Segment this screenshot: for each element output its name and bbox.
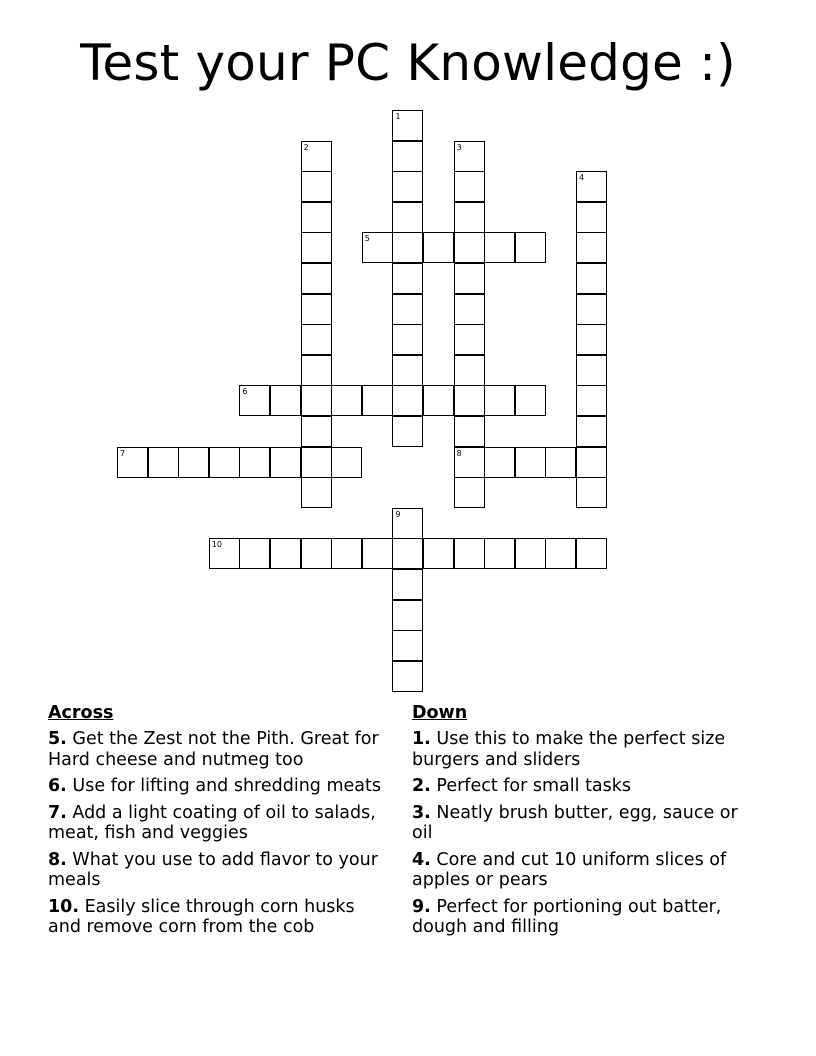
across-heading: Across	[48, 703, 114, 723]
clue-number: 6.	[48, 776, 67, 796]
grid-cell[interactable]	[576, 294, 607, 325]
grid-cell[interactable]	[362, 232, 393, 263]
grid-cell[interactable]	[301, 477, 332, 508]
grid-cell[interactable]	[545, 447, 576, 478]
grid-cell[interactable]	[301, 447, 332, 478]
grid-cell[interactable]	[301, 355, 332, 386]
grid-cell[interactable]	[423, 232, 454, 263]
grid-cell[interactable]	[392, 630, 423, 661]
down-clues	[412, 702, 752, 944]
grid-cell[interactable]	[576, 324, 607, 355]
grid-cell[interactable]	[454, 141, 485, 172]
grid-cell[interactable]	[301, 324, 332, 355]
grid-cell[interactable]	[362, 385, 393, 416]
grid-cell[interactable]	[576, 477, 607, 508]
grid-cell[interactable]	[362, 538, 393, 569]
clue-text: Use this to make the perfect size burgers and sliders	[412, 729, 726, 770]
grid-cell[interactable]	[392, 294, 423, 325]
grid-cell[interactable]	[484, 447, 515, 478]
grid-cell[interactable]	[576, 263, 607, 294]
cell-number: 1	[395, 112, 401, 121]
clue-text: Add a light coating of oil to salads, meat, fish and veggies	[48, 802, 376, 843]
grid-cell[interactable]	[392, 202, 423, 233]
clue-number: 1.	[412, 729, 431, 749]
grid-cell[interactable]	[392, 110, 423, 141]
grid-cell[interactable]	[392, 324, 423, 355]
clue-text: Perfect for small tasks	[436, 776, 632, 796]
grid-cell[interactable]	[454, 416, 485, 447]
clue-number: 8.	[48, 849, 67, 870]
grid-cell[interactable]	[239, 447, 270, 478]
clue-item	[412, 776, 752, 797]
grid-cell[interactable]	[239, 538, 270, 569]
grid-cell[interactable]	[392, 385, 423, 416]
grid-cell[interactable]	[515, 447, 546, 478]
grid-cell[interactable]	[454, 385, 485, 416]
grid-cell[interactable]	[454, 355, 485, 386]
grid-cell[interactable]	[515, 538, 546, 569]
grid-cell[interactable]	[576, 416, 607, 447]
grid-cell[interactable]	[576, 447, 607, 478]
grid-cell[interactable]	[392, 416, 423, 447]
clue-text: Perfect for portioning out batter, dough and filling	[412, 896, 722, 937]
clue-item	[48, 729, 388, 770]
grid-cell[interactable]	[301, 416, 332, 447]
grid-cell[interactable]	[576, 355, 607, 386]
grid-cell[interactable]	[331, 538, 362, 569]
grid-cell[interactable]	[301, 385, 332, 416]
grid-cell[interactable]	[392, 508, 423, 539]
grid-cell[interactable]	[392, 569, 423, 600]
grid-cell[interactable]	[392, 538, 423, 569]
clue-number: 9.	[412, 896, 431, 917]
cell-number: 2	[303, 142, 309, 152]
clue-item	[412, 850, 752, 891]
clue-item	[48, 803, 388, 844]
clue-number: 4.	[412, 849, 431, 870]
grid-cell[interactable]	[576, 232, 607, 263]
grid-cell[interactable]	[515, 385, 546, 416]
grid-cell[interactable]	[209, 447, 240, 478]
clue-item	[412, 803, 752, 844]
grid-cell[interactable]	[301, 263, 332, 294]
clue-item	[48, 850, 388, 891]
clue-text: Core and cut 10 uniform slices of apples or pears	[412, 849, 727, 890]
grid-cell[interactable]	[576, 171, 607, 202]
grid-cell[interactable]	[484, 538, 515, 569]
grid-cell[interactable]	[454, 263, 485, 294]
grid-cell[interactable]	[454, 538, 485, 569]
grid-cell[interactable]	[239, 385, 270, 416]
grid-cell[interactable]	[454, 447, 485, 478]
clue-text: Neatly brush butter, egg, sauce or oil	[412, 802, 738, 843]
grid-cell[interactable]	[301, 202, 332, 233]
grid-cell[interactable]	[301, 538, 332, 569]
grid-cell[interactable]	[392, 232, 423, 263]
grid-cell[interactable]	[454, 202, 485, 233]
grid-cell[interactable]	[301, 171, 332, 202]
grid-cell[interactable]	[423, 538, 454, 569]
clue-number: 3.	[412, 802, 431, 823]
clue-item	[48, 897, 388, 938]
grid-cell[interactable]	[270, 385, 301, 416]
grid-cell[interactable]	[178, 447, 209, 478]
grid-cell[interactable]	[301, 294, 332, 325]
clue-number: 7.	[48, 802, 67, 823]
grid-cell[interactable]	[209, 538, 240, 569]
grid-cell[interactable]	[392, 600, 423, 631]
page-title: Test your PC Knowledge :)	[80, 34, 736, 92]
cell-number: 4	[579, 173, 585, 183]
grid-cell[interactable]	[270, 447, 301, 478]
grid-cell[interactable]	[515, 232, 546, 263]
down-heading: Down	[412, 703, 468, 723]
grid-cell[interactable]	[392, 171, 423, 202]
clue-number: 2.	[412, 776, 431, 796]
clue-number: 5.	[48, 729, 67, 749]
clue-text: Use for lifting and shredding meats	[72, 776, 381, 796]
grid-cell[interactable]	[331, 447, 362, 478]
grid-cell[interactable]	[392, 263, 423, 294]
clue-item	[412, 729, 752, 770]
grid-cell[interactable]	[270, 538, 301, 569]
grid-cell[interactable]	[454, 232, 485, 263]
cell-number: 10	[211, 540, 222, 550]
grid-cell[interactable]	[301, 141, 332, 172]
grid-cell[interactable]	[484, 385, 515, 416]
grid-cell[interactable]	[423, 385, 454, 416]
grid-cell[interactable]	[392, 355, 423, 386]
grid-cell[interactable]	[148, 447, 179, 478]
grid-cell[interactable]	[301, 232, 332, 263]
grid-cell[interactable]	[454, 171, 485, 202]
cell-number: 3	[456, 142, 462, 152]
across-clues	[48, 702, 388, 944]
cell-number: 7	[120, 448, 126, 458]
clue-item	[48, 776, 388, 797]
grid-cell[interactable]	[454, 324, 485, 355]
grid-cell[interactable]	[454, 477, 485, 508]
cell-number: 9	[395, 509, 401, 519]
clue-item	[412, 897, 752, 938]
grid-cell[interactable]	[484, 232, 515, 263]
grid-cell[interactable]	[576, 538, 607, 569]
clue-text: Get the Zest not the Pith. Great for Hard cheese and nutmeg too	[48, 729, 379, 770]
clue-text: Easily slice through corn husks and remove corn from the cob	[48, 896, 355, 937]
cell-number: 8	[456, 448, 462, 458]
grid-cell[interactable]	[454, 294, 485, 325]
grid-cell[interactable]	[576, 385, 607, 416]
grid-cell[interactable]	[392, 141, 423, 172]
cell-number: 5	[364, 234, 370, 244]
grid-cell[interactable]	[392, 661, 423, 692]
grid-cell[interactable]	[331, 385, 362, 416]
grid-cell[interactable]	[576, 202, 607, 233]
grid-cell[interactable]	[545, 538, 576, 569]
cell-number: 6	[242, 387, 248, 397]
clue-text: What you use to add flavor to your meals	[48, 849, 378, 890]
grid-cell[interactable]	[117, 447, 148, 478]
clue-number: 10.	[48, 896, 80, 917]
